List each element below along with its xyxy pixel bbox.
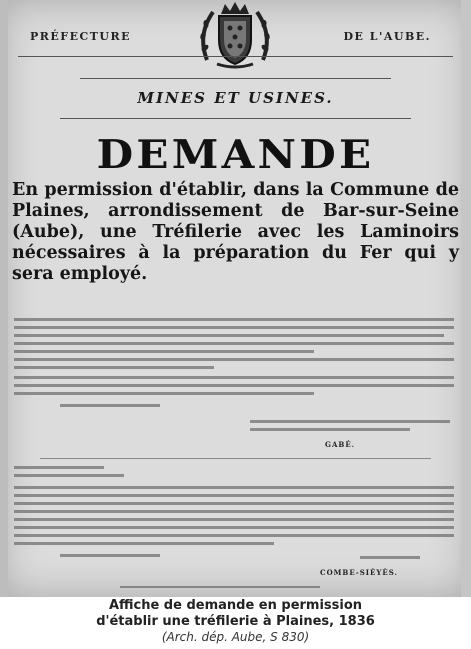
title-rule <box>60 118 411 119</box>
poster-subtitle: MINES ET USINES. <box>137 89 334 107</box>
caption-line-1: Affiche de demande en permission <box>108 598 363 613</box>
subtitle-rule <box>80 78 391 79</box>
prefecture-header: PRÉFECTURE <box>30 30 132 43</box>
coat-of-arms-emblem <box>195 0 275 70</box>
poster-body: En permission d'établir, dans la Commune de Plaines, arrondissement de Bar-sur-Seine (Aube), une Tréfilerie avec les Laminoirs nécessaires à la préparation du Fer qui y sera employé. <box>12 180 459 284</box>
caption-source: (Arch. dép. Aube, S 830) <box>161 630 310 644</box>
signature-1: GABÉ. <box>325 440 356 449</box>
printer-line <box>120 586 320 588</box>
caption-line-2: d'établir une tréfilerie à Plaines, 1836 <box>96 614 375 629</box>
poster-title: DEMANDE <box>96 132 375 178</box>
signature-2: COMBE-SIÉYÈS. <box>320 568 398 577</box>
department-header: DE L'AUBE. <box>343 30 431 43</box>
section-rule <box>40 458 431 459</box>
header-rule <box>18 56 453 57</box>
